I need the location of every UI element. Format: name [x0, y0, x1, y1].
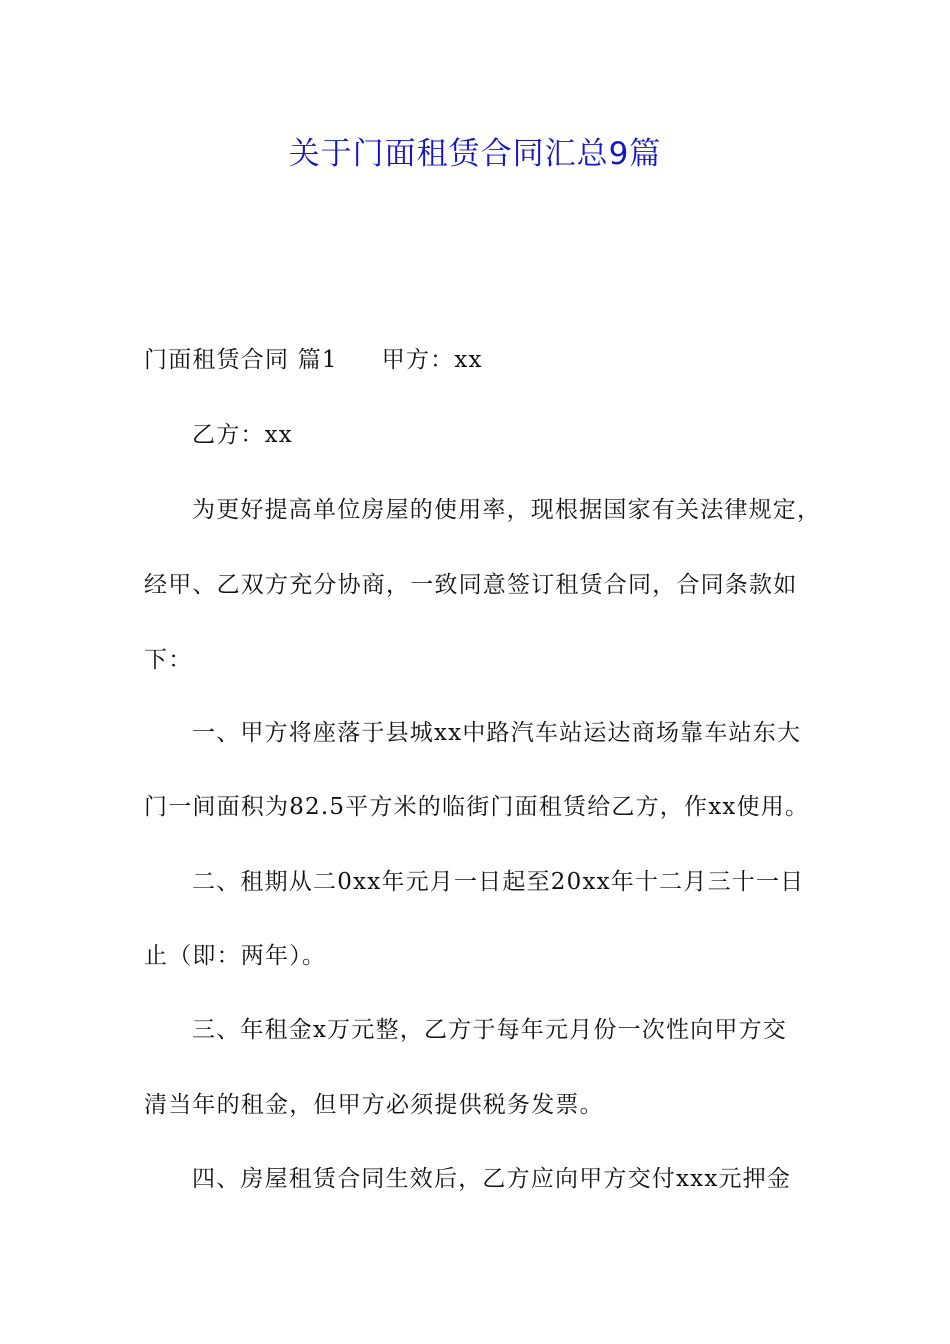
paragraph-line: 清当年的租金，但甲方必须提供税务发票。	[144, 1092, 604, 1118]
paragraph-line: 为更好提高单位房屋的使用率，现根据国家有关法律规定，	[192, 497, 822, 523]
paragraph-line: 经甲、乙双方充分协商，一致同意签订租赁合同，合同条款如	[144, 572, 798, 598]
party-a: 甲方：xx	[381, 347, 483, 373]
paragraph-line: 下：	[144, 647, 193, 673]
paragraph-line: 门一间面积为82.5平方米的临街门面租赁给乙方，作xx使用。	[144, 794, 810, 820]
paragraph-line: 四、房屋租赁合同生效后，乙方应向甲方交付xxx元押金	[192, 1166, 792, 1192]
document-title: 关于门面租赁合同汇总9篇	[288, 136, 662, 172]
paragraph-line: 止（即：两年）。	[144, 943, 327, 969]
section-heading-line	[144, 345, 483, 375]
paragraph-line: 三、年租金x万元整，乙方于每年元月份一次性向甲方交	[192, 1017, 787, 1043]
paragraph-line: 一、甲方将座落于县城xx中路汽车站运达商场靠车站东大	[192, 720, 802, 746]
party-b: 乙方：xx	[192, 422, 293, 448]
paragraph-line: 二、租期从二0xx年元月一日起至20xx年十二月三十一日	[192, 869, 805, 895]
section-heading: 门面租赁合同 篇1	[144, 347, 338, 373]
